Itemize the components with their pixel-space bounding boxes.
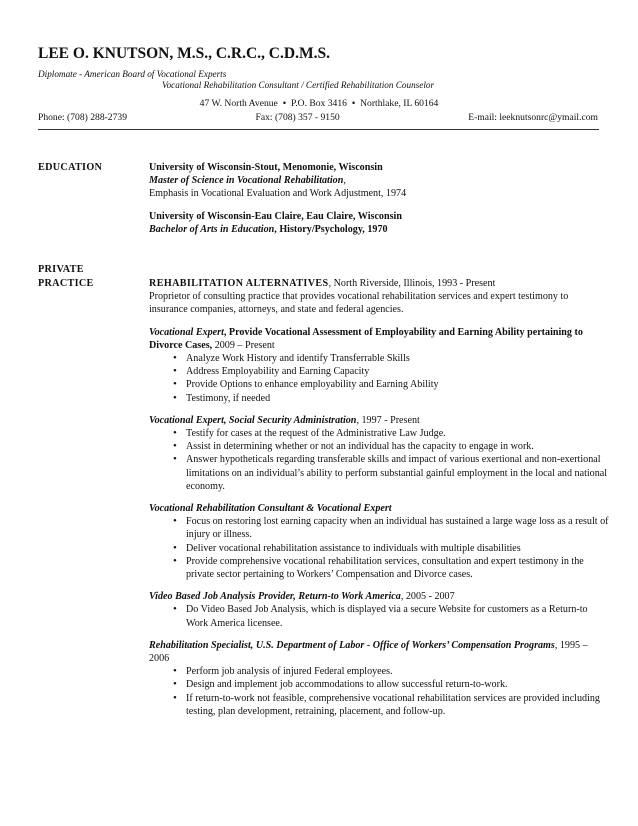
bullet-icon: • (173, 678, 177, 691)
role-entry (149, 326, 609, 405)
bullet-text: Provide Options to enhance employability and Earning Ability (186, 379, 439, 391)
role-dates: , 1995 – 2006 (149, 639, 588, 665)
email[interactable]: E-mail: leeknutsonrc@ymail.com (468, 112, 598, 123)
list-item (149, 453, 609, 493)
degree-detail: Emphasis in Vocational Evaluation and Work Adjustment, 1974 (149, 188, 407, 200)
list-item (149, 392, 609, 405)
phone: Phone: (708) 288-2739 (38, 112, 127, 123)
bullet-icon: • (173, 603, 177, 616)
header-divider (38, 129, 599, 130)
list-item (149, 665, 609, 678)
school-name: University of Wisconsin-Eau Claire, Eau Claire, Wisconsin (149, 210, 402, 222)
role-title-bold: , Provide Vocational Assessment of Employability and Earning Ability pertaining to Divorce Cases, (149, 326, 583, 351)
list-item (149, 352, 609, 365)
role-bullets (149, 352, 609, 405)
role-entry (149, 639, 609, 718)
role-entry (149, 502, 609, 581)
company-header (149, 277, 609, 317)
bullet-text: Focus on restoring lost earning capacity when an individual has sustained a large wage loss as a result of injury or illness. (186, 516, 609, 541)
bullet-icon: • (173, 665, 177, 678)
address-separator: • (351, 98, 356, 108)
list-item (149, 515, 609, 541)
role-title (149, 502, 609, 515)
degree-name: Bachelor of Arts in Education (149, 223, 275, 235)
role-title-italic: Vocational Rehabilitation Consultant & Vocational Expert (149, 503, 392, 515)
bullet-text: Address Employability and Earning Capacity (186, 366, 370, 378)
bullet-icon: • (173, 440, 177, 453)
bullet-icon: • (173, 378, 177, 391)
bullet-icon: • (173, 427, 177, 440)
role-title-italic: Vocational Expert (149, 414, 224, 426)
degree-tail: , (343, 175, 346, 187)
role-title (149, 326, 609, 352)
role-title-bold: , Social Security Administration (223, 414, 357, 426)
bullet-icon: • (173, 453, 177, 466)
company-detail: , North Riverside, Illinois, 1993 - Present (328, 278, 496, 289)
list-item (149, 555, 609, 581)
role-dates: , 1997 - Present (356, 414, 420, 426)
contact-line (38, 112, 598, 123)
bullet-text: Perform job analysis of injured Federal employees. (186, 666, 393, 678)
bullet-text: Testimony, if needed (186, 392, 271, 404)
company-line (149, 277, 609, 290)
role-bullets (149, 427, 609, 493)
list-item (149, 542, 609, 555)
label-line: PRACTICE (38, 278, 94, 289)
list-item (149, 378, 609, 391)
section-label-education: EDUCATION (38, 162, 103, 173)
section-label-private-practice (38, 263, 94, 291)
role-title (149, 590, 609, 603)
bullet-text: Design and implement job accommodations to allow successful return-to-work. (186, 679, 508, 691)
address-po-box: P.O. Box 3416 (290, 98, 347, 109)
education-entry (149, 210, 609, 236)
address-street: 47 W. North Avenue (199, 98, 278, 109)
role-title (149, 639, 609, 665)
degree-tail: , History/Psychology, 1970 (274, 223, 388, 235)
list-item (149, 440, 609, 453)
bullet-icon: • (173, 515, 177, 528)
bullet-text: Analyze Work History and identify Transferrable Skills (186, 353, 410, 365)
bullet-icon: • (173, 554, 177, 567)
address-line (0, 98, 638, 109)
list-item (149, 427, 609, 440)
bullet-text: Assist in determining whether or not an individual has the capacity to engage in work. (186, 441, 534, 453)
bullet-text: If return-to-work not feasible, comprehensive vocational rehabilitation services are provided including testing, plan development, retraining, placement, and follow-up. (186, 692, 600, 717)
role-bullets (149, 603, 609, 629)
role-dates: 2009 – Present (212, 339, 275, 351)
role-bullets (149, 665, 609, 718)
degree-line (149, 223, 609, 236)
company-description: Proprietor of consulting practice that provides vocational rehabilitation services and expert testimony to insurance companies, attorneys, and state and federal agencies. (149, 291, 569, 316)
bullet-icon: • (173, 365, 177, 378)
bullet-icon: • (173, 691, 177, 704)
role-title-italic: Rehabilitation Specialist, U.S. Department of Labor - Office of Workers’ Compensation Programs (149, 639, 555, 651)
bullet-text: Do Video Based Job Analysis, which is displayed via a secure Website for customers as a Return-to Work America licensee. (186, 604, 588, 629)
bullet-icon: • (173, 391, 177, 404)
label-line: PRIVATE (38, 264, 84, 275)
role-title (149, 414, 609, 427)
education-entry (149, 161, 609, 201)
list-item (149, 603, 609, 629)
education-section (149, 161, 609, 236)
bullet-text: Deliver vocational rehabilitation assistance to individuals with multiple disabilities (186, 542, 521, 554)
resume-name: LEE O. KNUTSON, M.S., C.R.C., C.D.M.S. (38, 45, 330, 62)
address-city: Northlake, IL 60164 (360, 98, 439, 109)
list-item (149, 365, 609, 378)
private-practice-section (149, 277, 609, 718)
role-bullets (149, 515, 609, 581)
subtitle-diplomate: Diplomate - American Board of Vocational Experts (38, 69, 227, 79)
degree-line (149, 174, 609, 187)
role-dates: , 2005 - 2007 (400, 591, 455, 603)
role-entry (149, 590, 609, 630)
bullet-text: Answer hypotheticals regarding transferable skills and impact of various exertional and non-exertional limitations on an individual’s ability to perform substantial gainful employment in the local and national economy. (186, 454, 608, 492)
school-name: University of Wisconsin-Stout, Menomonie, Wisconsin (149, 162, 383, 173)
list-item (149, 678, 609, 691)
role-entry (149, 414, 609, 493)
bullet-icon: • (173, 352, 177, 365)
list-item (149, 692, 609, 718)
bullet-text: Provide comprehensive vocational rehabilitation services, consultation and expert testimony in the private sector pertaining to Workers’ Compensation and Divorce cases. (186, 555, 584, 581)
bullet-text: Testify for cases at the request of the Administrative Law Judge. (186, 428, 446, 440)
subtitle-credentials: Vocational Rehabilitation Consultant / Certified Rehabilitation Counselor (162, 80, 435, 90)
role-title-italic: Vocational Expert (149, 326, 224, 338)
role-title-italic: Video Based Job Analysis Provider, Return-to Work America (149, 591, 401, 603)
address-separator: • (282, 98, 286, 108)
degree-name: Master of Science in Vocational Rehabilitation (149, 175, 344, 187)
fax: Fax: (708) 357 - 9150 (255, 112, 340, 123)
bullet-icon: • (173, 541, 177, 554)
company-name: REHABILITATION ALTERNATIVES (149, 278, 329, 289)
